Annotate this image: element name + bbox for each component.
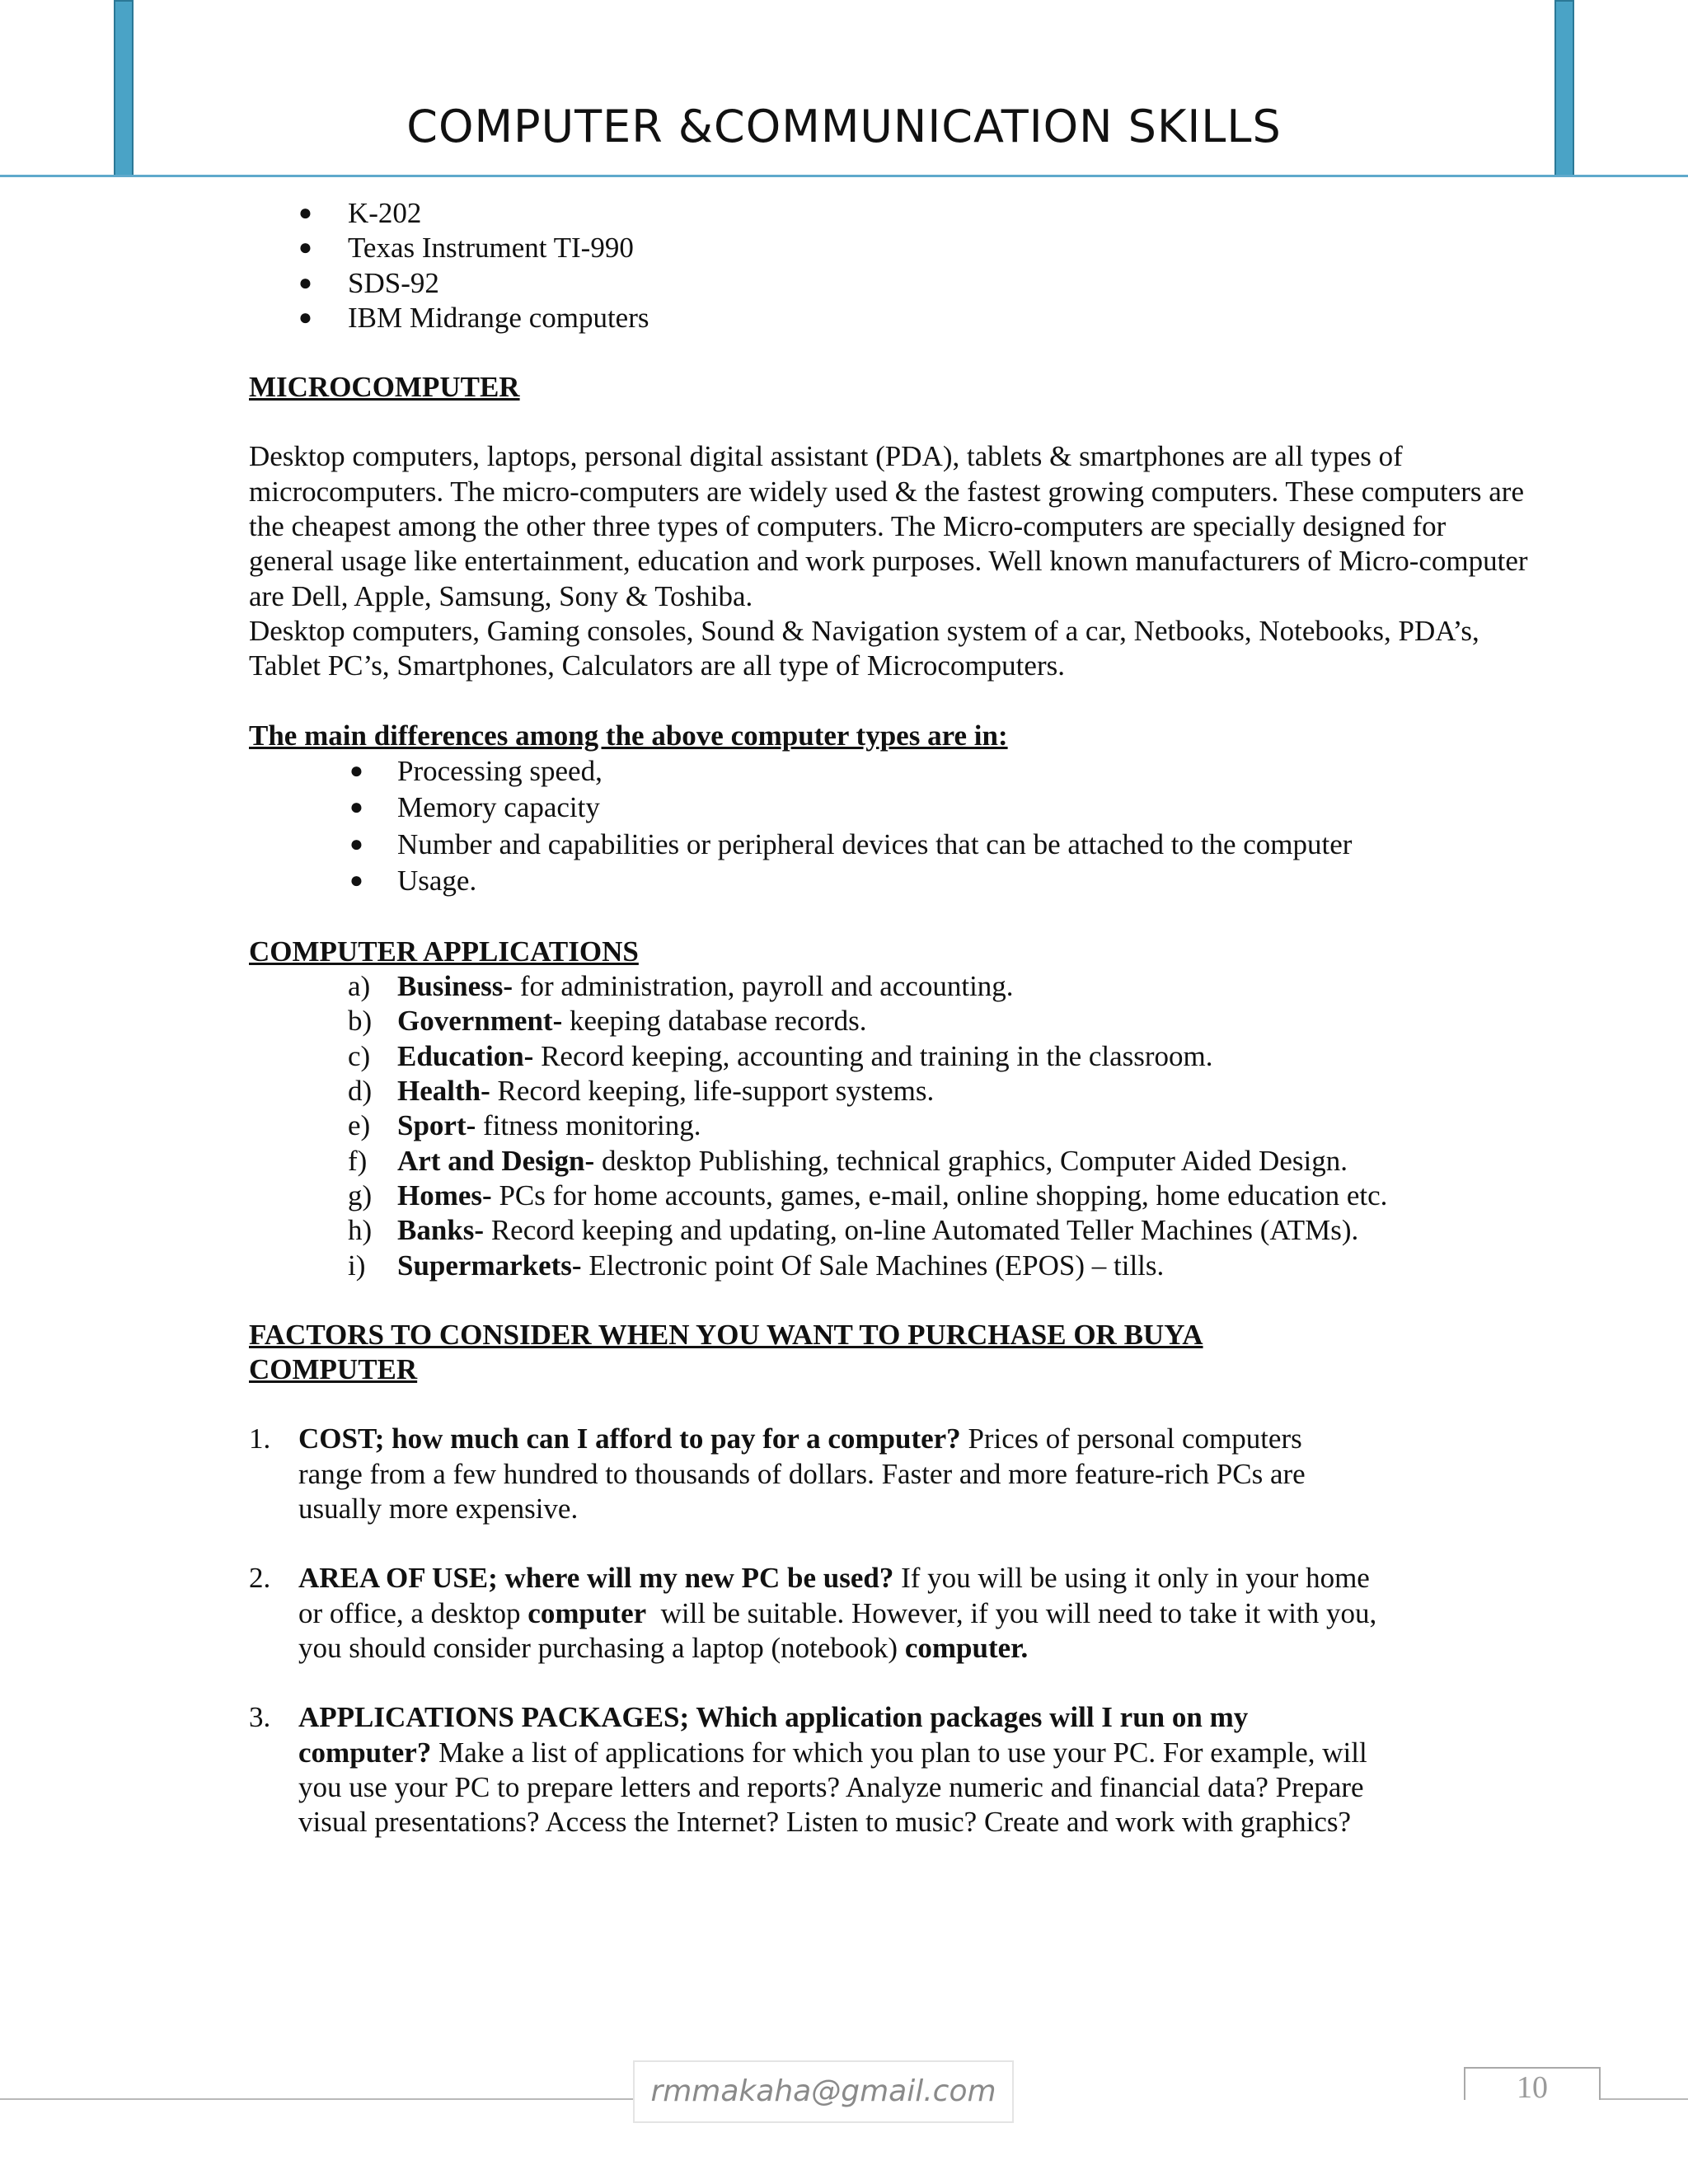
bullet-icon: ● — [298, 304, 312, 330]
application-item: f) Art and Design- desktop Publishing, technical graphics, Computer Aided Design. — [348, 1144, 1348, 1177]
list-item: ● Number and capabilities or peripheral devices that can be attached to the computer — [249, 827, 1535, 864]
bullet-icon: ● — [349, 868, 363, 894]
list-item: ● IBM Midrange computers — [249, 301, 1535, 335]
list-item: ● Memory capacity — [249, 790, 1535, 827]
application-item: c) Education- Record keeping, accounting and training in the classroom. — [348, 1039, 1213, 1072]
bullet-icon: ● — [298, 269, 312, 296]
footer-rule-left — [0, 2098, 635, 2100]
footer-rule-right — [1599, 2098, 1688, 2100]
list-item: ● K-202 — [249, 196, 1535, 231]
page-number: 10 — [1517, 2070, 1548, 2105]
document-body — [249, 196, 1535, 1840]
factor-item-applications-packages: 3. APPLICATIONS PACKAGES; Which application packages will I run on my computer? Make a list of applications for which you plan to use your PC. For example, will you use your PC to prepare letters and reports? Analyze numeric and financial data? Prepare visual presentations? Access the Internet? Listen to music? Create and work with graphics? — [249, 1701, 1367, 1839]
application-item: g) Homes- PCs for home accounts, games, e-mail, online shopping, home education etc. — [348, 1179, 1388, 1212]
application-item: h) Banks- Record keeping and updating, on-line Automated Teller Machines (ATMs). — [348, 1214, 1359, 1247]
microcomputer-heading: MICROCOMPUTER — [249, 371, 520, 404]
bullet-icon: ● — [349, 831, 363, 857]
application-item: d) Health- Record keeping, life-support systems. — [348, 1075, 935, 1108]
footer-email: rmmakaha@gmail.com — [633, 2060, 1014, 2123]
applications-heading: COMPUTER APPLICATIONS — [249, 935, 639, 968]
applications-list — [249, 969, 1535, 1283]
bullet-icon: ● — [349, 757, 363, 784]
page-header-title: COMPUTER &COMMUNICATION SKILLS — [406, 101, 1282, 152]
application-item: e) Sport- fitness monitoring. — [348, 1109, 701, 1142]
factor-item-cost: 1. COST; how much can I afford to pay for a computer? Prices of personal computers range from a few hundred to thousands of dollars. Faster and more feature-rich PCs are usually more expensive. — [249, 1422, 1306, 1526]
top-bullet-list — [249, 196, 1535, 335]
list-item: ● Usage. — [249, 863, 1535, 900]
differences-heading: The main differences among the above computer types are in: — [249, 719, 1008, 752]
application-item: b) Government- keeping database records. — [348, 1005, 867, 1038]
list-item: ● Texas Instrument TI-990 — [249, 231, 1535, 265]
list-item: ● Processing speed, — [249, 753, 1535, 790]
list-item: ● SDS-92 — [249, 266, 1535, 301]
bullet-icon: ● — [349, 794, 363, 821]
bullet-icon: ● — [298, 200, 312, 226]
factor-item-area-of-use: 2. AREA OF USE; where will my new PC be used? If you will be using it only in your home or office, a desktop computer will be suitable. However, if you will need to take it with you, you should consider purchasing a laptop (notebook) computer. — [249, 1562, 1384, 1664]
differences-list — [249, 753, 1535, 900]
factors-heading-line2: COMPUTER — [249, 1353, 418, 1386]
microcomputer-examples-paragraph: Desktop computers, Gaming consoles, Sound & Navigation system of a car, Netbooks, Notebooks, PDA’s, Tablet PC’s, Smartphones, Calculators are all type of Microcomputers. — [249, 614, 1479, 682]
application-item: a) Business- for administration, payroll and accounting. — [348, 970, 1014, 1003]
microcomputer-paragraph: Desktop computers, laptops, personal digital assistant (PDA), tablets & smartphones are all types of microcomputers. The micro-computers are widely used & the fastest growing computers. These computers are the cheapest among the other three types of computers. The Micro-computers are specially designed for general usage like entertainment, education and work purposes. Well known manufacturers of Micro-computer are Dell, Apple, Samsung, Sony & Toshiba. — [249, 440, 1528, 612]
factors-heading-line1: FACTORS TO CONSIDER WHEN YOU WANT TO PURCHASE OR BUYA — [249, 1318, 1203, 1351]
header-rule — [0, 175, 1688, 177]
application-item: i) Supermarkets- Electronic point Of Sale Machines (EPOS) – tills. — [348, 1249, 1165, 1282]
bullet-icon: ● — [298, 235, 312, 261]
